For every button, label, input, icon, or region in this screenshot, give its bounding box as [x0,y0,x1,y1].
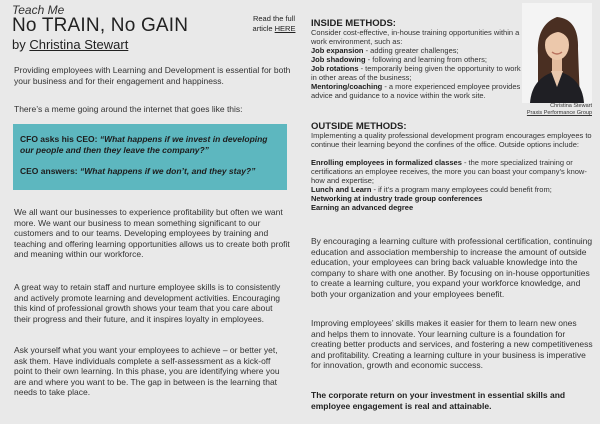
article-title: No TRAIN, No GAIN [12,15,189,36]
caption-name: Christina Stewart [550,103,592,109]
ceo-quote-text: “What happens if we don’t, and they stay?” [80,166,256,176]
closing-statement: The corporate return on your investment in essential skills and employee engagement is real and attainable. [311,390,566,411]
body-paragraph-profitability: We all want our businesses to experience profitability but often we want more. We want our business to mean something significant to our customers and to our teams. Developing employees by training and teaching and offering learning opportunities allows us to create both profit and meaning within our workforce. [14,207,290,259]
list-item-term: Earning an advanced degree [311,202,414,212]
list-item-term: Job shadowing [311,54,366,64]
read-full-article [246,14,302,34]
list-item [311,65,523,83]
list-item-term: Lunch and Learn [311,184,372,194]
body-paragraph-retain-staff: A great way to retain staff and nurture employee skills is to consistently and actively promote learning and development activities. Encouraging this kind of professional growth shows your team that you care about their progress and their future, and it inspires loyalty in employees. [14,282,281,324]
outside-methods-heading: OUTSIDE METHODS: [311,121,407,132]
series-label: Teach Me [12,3,65,17]
list-item-desc: - following and learning from others; [365,54,487,64]
outside-methods-list [311,159,593,212]
author-link[interactable]: Christina Stewart [29,37,129,52]
byline-prefix: by [12,37,30,52]
cfo-label: CFO asks his CEO: [20,134,100,144]
list-item-term: Mentoring/coaching [311,81,383,91]
inside-methods-heading: INSIDE METHODS: [311,18,396,29]
body-paragraph-improving-skills: Improving employees’ skills makes it easier for them to learn new ones and helps them to innovate. Your learning culture is a foundation for creating better products and services, and fostering a new competitiveness and profitability. Creating a learning culture in your business is imperative for innovation, growth and economic success. [311,318,593,370]
author-photo [522,3,592,103]
list-item [311,83,523,101]
read-full-label: Read the full article [252,14,296,33]
outside-methods-intro: Implementing a quality professional development program encourages employees to continue their learning beyond the confines of the office. Outside options include: [311,131,592,149]
ceo-quote [20,166,282,177]
list-item-desc: - temporarily being given the opportunity to work in other areas of the business; [311,63,521,82]
list-item-desc: - the more specialized training or certifications an employee receives, the more you can boast your company’s know-how and expertise; [311,158,587,185]
list-item-term: Networking at industry trade group conferences [311,193,483,203]
list-item [311,159,593,186]
body-paragraph-self-assessment: Ask yourself what you want your employees to achieve – or better yet, ask them. Have individuals complete a self-assessment as a kick-off point to their own learning. In this phase, you are identifying where you are and where you want to be. The gap in between is the learning that needs to take place. [14,345,280,397]
list-item-term: Job rotations [311,63,359,73]
meme-paragraph: There’s a meme going around the internet that goes like this: [14,104,243,114]
caption-org: Praxis Performance Group [526,109,592,116]
cfo-quote-text: “What happens if we invest in developing our people and then they leave the company?” [20,134,268,155]
list-item [311,204,593,213]
list-item-desc: - if it’s a program many employees could benefit from; [371,184,552,194]
photo-caption [520,103,592,117]
ceo-label: CEO answers: [20,166,80,176]
list-item-term: Job expansion [311,46,364,55]
inside-methods-list [311,47,523,100]
body-paragraph-learning-culture: By encouraging a learning culture with professional certification, continuing education and association membership to increase the amount of outside education, your employees can bring back valuable knowledge into the company to share with one another. By focusing on in-house opportunities to create a learning culture, you expand your workforce knowledge, and both your organization and your employees benefit. [311,236,593,299]
read-full-link[interactable]: HERE [274,24,296,33]
intro-paragraph: Providing employees with Learning and Development is essential for both your business and for their engagement and happiness. [14,65,291,86]
inside-methods-intro: Consider cost-effective, in-house training opportunities within a work environment, such as: [311,28,520,46]
list-item-desc: - a more experienced employee provides advice and guidance to a novice within the work site. [311,81,521,100]
cfo-quote [20,134,282,156]
list-item-term: Enrolling employees in formalized classes [311,158,462,167]
list-item-desc: - adding greater challenges; [363,46,459,55]
byline [12,37,128,52]
